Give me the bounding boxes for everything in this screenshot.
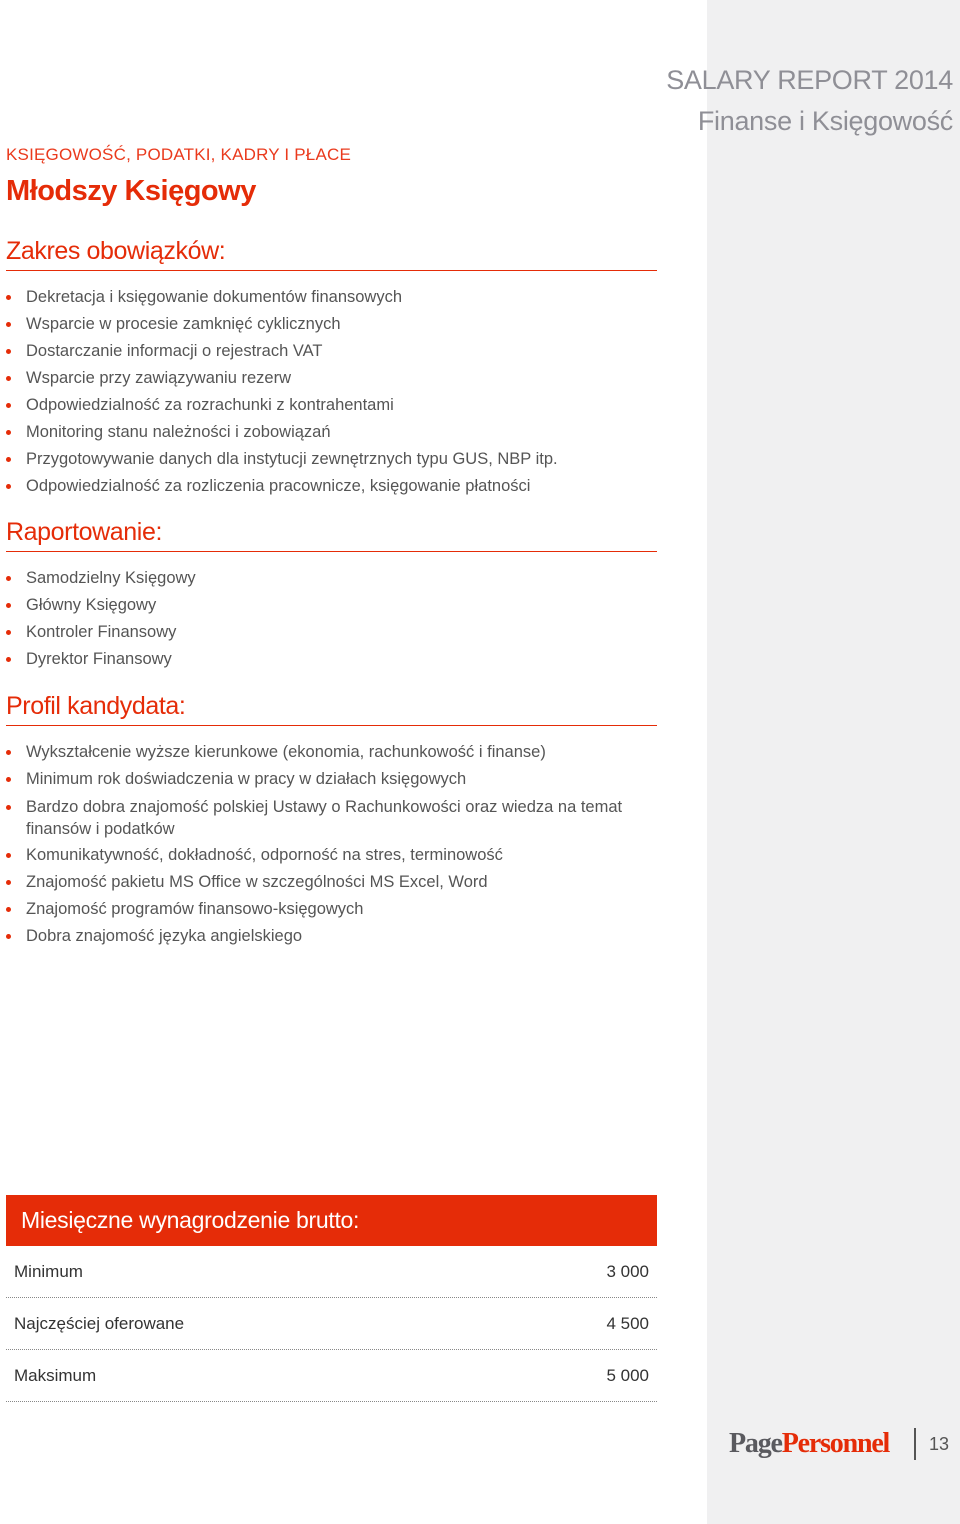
section-heading: Profil kandydata: xyxy=(6,689,657,726)
list-item: Komunikatywność, dokładność, odporność na stres, terminowość xyxy=(6,842,657,869)
salary-label: Maksimum xyxy=(14,1365,97,1385)
logo-personnel-text: Personnel xyxy=(781,1428,890,1459)
list-item: Przygotowywanie danych dla instytucji zewnętrznych typu GUS, NBP itp. xyxy=(6,446,657,473)
list-item: Dyrektor Finansowy xyxy=(6,646,657,673)
bullet-icon xyxy=(6,805,11,810)
list-item: Wsparcie w procesie zamknięć cyklicznych xyxy=(6,311,657,338)
report-subtitle: Finanse i Księgowość xyxy=(697,106,953,136)
list-item: Kontroler Finansowy xyxy=(6,619,657,646)
list-item: Wsparcie przy zawiązywaniu rezerw xyxy=(6,365,657,392)
bullet-icon xyxy=(6,630,11,635)
salary-label: Minimum xyxy=(14,1261,83,1281)
candidate-profile-list xyxy=(6,739,657,950)
bullet-icon xyxy=(6,403,11,408)
logo-page-text: Page xyxy=(729,1428,782,1459)
responsibilities-list xyxy=(6,284,657,500)
salary-value: 3 000 xyxy=(606,1261,649,1281)
bullet-icon xyxy=(6,750,11,755)
section-heading: Zakres obowiązków: xyxy=(6,234,657,271)
list-item: Dekretacja i księgowanie dokumentów finansowych xyxy=(6,284,657,311)
bullet-icon xyxy=(6,603,11,608)
reporting-section xyxy=(6,515,657,673)
reporting-list xyxy=(6,565,657,673)
category-label: KSIĘGOWOŚĆ, PODATKI, KADRY I PŁACE xyxy=(6,145,351,164)
bullet-icon xyxy=(6,907,11,912)
bullet-icon xyxy=(6,777,11,782)
page-number: 13 xyxy=(929,1434,950,1454)
list-item: Minimum rok doświadczenia w pracy w działach księgowych xyxy=(6,766,657,793)
table-row xyxy=(6,1350,657,1402)
bullet-icon xyxy=(6,934,11,939)
list-item: Dobra znajomość języka angielskiego xyxy=(6,923,657,950)
bullet-icon xyxy=(6,376,11,381)
list-item: Dostarczanie informacji o rejestrach VAT xyxy=(6,338,657,365)
footer-divider xyxy=(914,1428,916,1460)
bullet-icon xyxy=(6,657,11,662)
section-heading: Raportowanie: xyxy=(6,515,657,552)
table-row xyxy=(6,1246,657,1298)
bullet-icon xyxy=(6,457,11,462)
bullet-icon xyxy=(6,853,11,858)
bullet-icon xyxy=(6,430,11,435)
bullet-icon xyxy=(6,322,11,327)
report-title: SALARY REPORT 2014 xyxy=(666,65,953,95)
list-item: Wykształcenie wyższe kierunkowe (ekonomia, rachunkowość i finanse) xyxy=(6,739,657,766)
list-item: Odpowiedzialność za rozrachunki z kontrahentami xyxy=(6,392,657,419)
sidebar xyxy=(666,0,960,1524)
list-item: Główny Księgowy xyxy=(6,592,657,619)
salary-heading: Miesięczne wynagrodzenie brutto: xyxy=(6,1195,657,1246)
list-item: Bardzo dobra znajomość polskiej Ustawy o Rachunkowości oraz wiedza na temat finansów i podatków xyxy=(6,796,626,840)
job-title: Młodszy Księgowy xyxy=(6,175,256,207)
list-item: Znajomość programów finansowo-księgowych xyxy=(6,896,657,923)
bullet-icon xyxy=(6,880,11,885)
bullet-icon xyxy=(6,295,11,300)
candidate-profile-section xyxy=(6,689,657,950)
pagepersonnel-logo xyxy=(729,1428,889,1460)
list-item: Znajomość pakietu MS Office w szczególności MS Excel, Word xyxy=(6,869,657,896)
salary-table xyxy=(6,1195,657,1402)
list-item: Monitoring stanu należności i zobowiązań xyxy=(6,419,657,446)
salary-value: 5 000 xyxy=(606,1365,649,1385)
salary-value: 4 500 xyxy=(606,1313,649,1333)
table-row xyxy=(6,1298,657,1350)
bullet-icon xyxy=(6,349,11,354)
bullet-icon xyxy=(6,484,11,489)
salary-label: Najczęściej oferowane xyxy=(14,1313,185,1333)
list-item: Odpowiedzialność za rozliczenia pracownicze, księgowanie płatności xyxy=(6,473,657,500)
responsibilities-section xyxy=(6,234,657,500)
bullet-icon xyxy=(6,576,11,581)
list-item: Samodzielny Księgowy xyxy=(6,565,657,592)
